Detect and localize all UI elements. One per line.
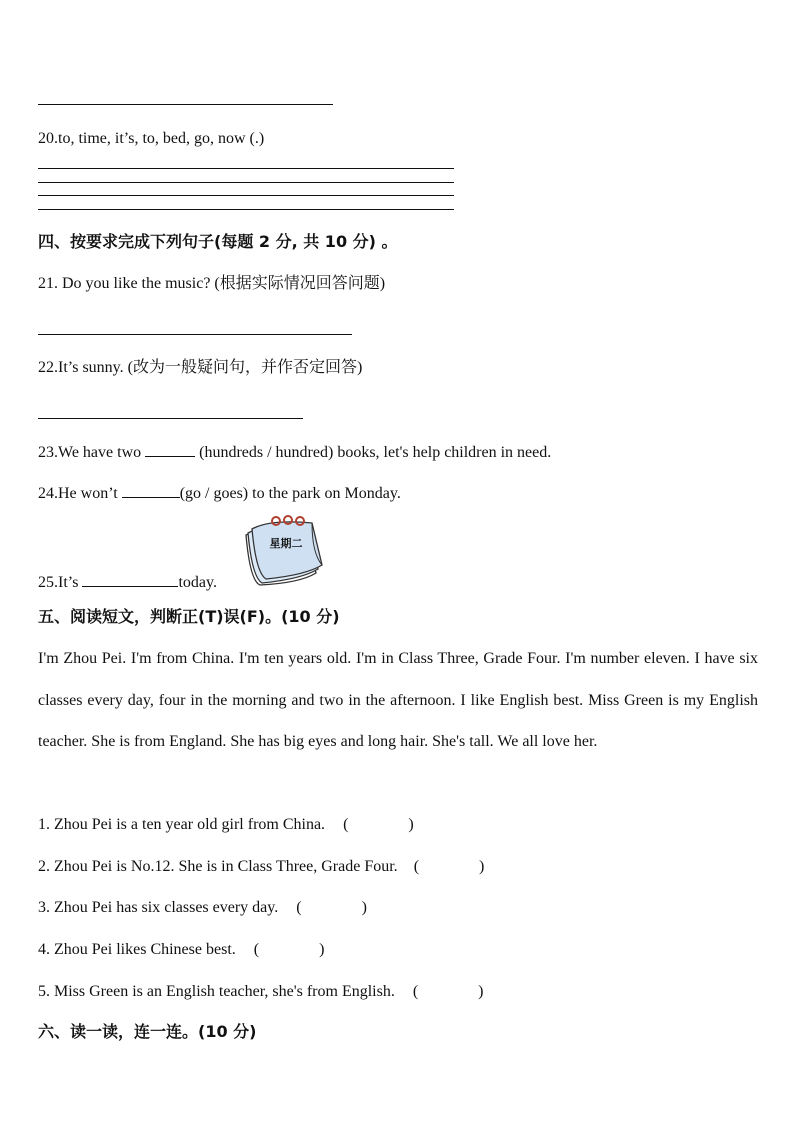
answer-line-22[interactable] [38,418,303,419]
true-false-item-5 [38,981,484,1003]
section-5-title: 五、阅读短文，判断正(T)误(F)。(10 分) [38,607,340,626]
question-25-before: 25.It’s [38,574,83,591]
question-23-after: (hundreds / hundred) books, let's help children in need. [195,444,552,461]
true-false-item-4 [38,939,324,961]
item-3-open: ( [296,899,302,916]
question-21: 21. Do you like the music? (根据实际情况回答问题) [38,275,386,292]
answer-line-20c[interactable] [38,195,454,196]
item-4-text: 4. Zhou Pei likes Chinese best. [38,941,236,958]
item-1-open: ( [343,816,349,833]
section-6-title: 六、读一读，连一连。(10 分) [38,1022,257,1041]
question-24-before: 24.He won’t [38,485,122,502]
true-false-item-2 [38,856,484,878]
item-2-text: 2. Zhou Pei is No.12. She is in Class Three, Grade Four. [38,858,398,875]
item-1-text: 1. Zhou Pei is a ten year old girl from China. [38,816,326,833]
section-4-title: 四、按要求完成下列句子(每题 2 分, 共 10 分) 。 [38,232,398,251]
answer-line-19[interactable] [38,104,333,105]
blank-24[interactable] [122,481,180,498]
answer-line-20d[interactable] [38,209,454,210]
question-25 [38,570,217,594]
blank-25[interactable] [82,570,178,587]
item-3-text: 3. Zhou Pei has six classes every day. [38,899,279,916]
question-24 [38,481,401,505]
true-false-item-3 [38,897,367,919]
blank-23[interactable] [145,440,195,457]
question-20: 20.to, time, it’s, to, bed, go, now (.) [38,130,265,147]
item-3-close: ) [361,899,367,916]
item-5-open: ( [412,983,419,1000]
item-5-close: ) [478,983,484,1000]
calendar-icon [242,513,324,589]
item-5-text: 5. Miss Green is an English teacher, she's from English. [38,983,395,1000]
item-2-close: ) [479,858,485,875]
item-2-open: ( [413,858,420,875]
answer-line-21[interactable] [38,334,352,335]
answer-line-20b[interactable] [38,182,454,183]
question-23 [38,440,551,464]
item-4-open: ( [253,941,260,958]
item-1-close: ) [408,816,414,833]
calendar-label: 星期二 [269,537,303,550]
item-4-close: ) [319,941,325,958]
reading-passage: I'm Zhou Pei. I'm from China. I'm ten years old. I'm in Class Three, Grade Four. I'm number eleven. I have six classes every day, four in the morning and two in the afternoon. I like English best. Miss Green is my English teacher. She is from England. She has big eyes and long hair. She's tall. We all love her. [38,650,758,750]
question-23-before: 23.We have two [38,444,146,461]
answer-line-20a[interactable] [38,168,454,169]
true-false-item-1 [38,814,414,836]
question-24-after: (go / goes) to the park on Monday. [179,485,401,502]
question-22: 22.It’s sunny. (改为一般疑问句，并作否定回答) [38,359,363,376]
question-25-after: today. [178,574,217,591]
